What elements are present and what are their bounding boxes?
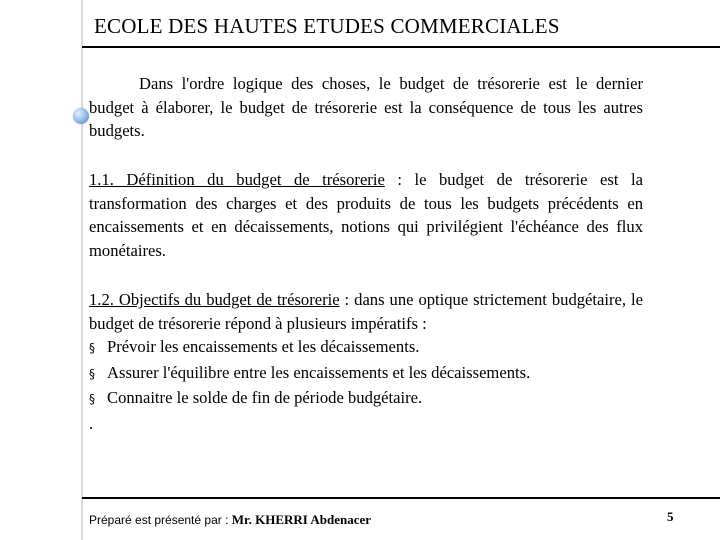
square-bullet-icon: § <box>89 366 95 381</box>
trailing-period: . <box>89 413 94 433</box>
page-title: ECOLE DES HAUTES ETUDES COMMERCIALES <box>94 14 560 38</box>
list-item: § Prévoir les encaissements et les décaissements. <box>89 335 643 361</box>
header-divider <box>82 46 720 48</box>
section-definition <box>89 168 643 262</box>
section-objectives-heading: 1.2. Objectifs du budget de trésorerie <box>89 290 340 309</box>
intro-paragraph: Dans l'ordre logique des choses, le budget de trésorerie est le dernier budget à élaborer, le budget de trésorerie est la conséquence de tous les autres budgets. <box>89 74 643 141</box>
footer-credit <box>89 512 371 528</box>
square-bullet-icon: § <box>89 392 95 407</box>
section-objectives-separator: : <box>339 290 355 309</box>
section-objectives-intro <box>89 288 643 335</box>
section-objectives-text: dans une optique strictement budgétaire, le budget de trésorerie répond à plusieurs impératifs : <box>89 290 643 333</box>
footer-divider <box>82 497 720 499</box>
list-item: § Connaitre le solde de fin de période budgétaire. <box>89 386 643 412</box>
section-definition-text: le budget de trésorerie est la transformation des charges et des produits de tous les budgets précédents en encaissements et en décaissements, notions qui privilégient l'échéance des flux monétaires. <box>89 170 643 260</box>
author-name: Mr. KHERRI Abdenacer <box>231 512 372 527</box>
square-bullet-icon: § <box>89 341 95 356</box>
left-margin-line <box>81 0 83 540</box>
objectives-list <box>89 335 643 412</box>
section-objectives <box>89 288 643 436</box>
section-definition-separator: : <box>384 170 415 189</box>
decorative-dot-icon <box>73 108 89 124</box>
prepared-by-label: Préparé est présenté par : <box>89 513 232 527</box>
list-item: § Assurer l'équilibre entre les encaissements et les décaissements. <box>89 361 643 387</box>
page-number: 5 <box>667 509 674 524</box>
section-definition-heading: 1.1. Définition du budget de trésorerie <box>89 170 385 189</box>
